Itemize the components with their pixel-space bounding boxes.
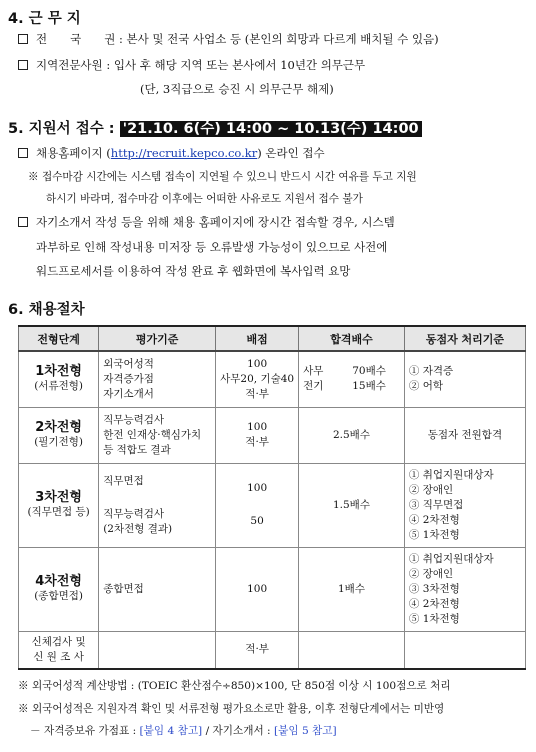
stage-sub: (서류전형) <box>34 380 83 393</box>
criteria-cell: 종합면접 <box>99 547 216 631</box>
stage-cell <box>19 463 99 547</box>
criteria-item: 등 적합도 결과 <box>103 443 171 456</box>
pass-cell <box>299 631 405 669</box>
stage-name: 4차전형 <box>35 574 82 589</box>
tie-cell <box>404 631 525 669</box>
homepage-suffix: ) 온라인 접수 <box>257 146 325 160</box>
attachment-4-ref: [붙임 4 참고] <box>139 725 203 737</box>
criteria-item: 자기소개서 <box>103 387 154 400</box>
pass-cell: 1.5배수 <box>299 463 405 547</box>
tie-cell <box>404 547 525 631</box>
pass-cell: 2.5배수 <box>299 407 405 463</box>
criteria-cell <box>99 351 216 407</box>
tie-item: ② 장애인 <box>408 567 454 580</box>
table-row <box>19 351 526 407</box>
workplace-label: 지역전문사원 <box>36 58 103 72</box>
tie-item: ② 어학 <box>408 380 443 393</box>
score-item: 적·부 <box>245 436 269 448</box>
attachment-5-ref: [붙임 5 참고] <box>273 725 337 737</box>
checkbox-square-icon <box>18 217 28 227</box>
workplace-note: (단, 3직급으로 승진 시 의무근무 해제) <box>140 82 334 96</box>
resume-notice-2: 과부하로 인해 작성내용 미저장 등 오류발생 가능성이 있으므로 사전에 <box>36 240 388 254</box>
workplace-nationwide <box>18 31 439 47</box>
workplace-regional <box>18 57 365 73</box>
homepage-line <box>18 145 325 161</box>
stage-name: 3차전형 <box>35 490 82 505</box>
workplace-label: 전 국 권 <box>36 32 116 46</box>
table-row <box>19 407 526 463</box>
note-attachments <box>30 723 337 738</box>
tie-item: ① 취업지원대상자 <box>408 468 494 481</box>
score-item: 100 <box>247 357 268 370</box>
stage-line: 신체검사 및 <box>31 635 86 648</box>
deadline-warning-2: 하시기 바라며, 접수마감 이후에는 어떠한 사유로도 지원서 접수 불가 <box>46 193 363 205</box>
score-item: 100 <box>247 482 268 494</box>
hiring-process-table <box>18 325 526 670</box>
pass-ratio: 70배수 <box>352 365 386 378</box>
tie-cell: 동점자 전원합격 <box>404 407 525 463</box>
score-item: 100 <box>247 421 268 433</box>
pass-cell <box>299 351 405 407</box>
criteria-cell <box>99 463 216 547</box>
note-language-usage: ※ 외국어성적은 지원자격 확인 및 서류전형 평가요소로만 활용, 이후 전형단계에서는 미반영 <box>18 703 445 715</box>
note-prefix: － 자격증보유 가점표 : <box>30 725 140 737</box>
score-item: 50 <box>250 515 264 527</box>
recruit-link[interactable]: http://recruit.kepco.co.kr <box>110 146 258 160</box>
score-cell <box>216 407 299 463</box>
header-criteria: 평가기준 <box>99 326 216 351</box>
homepage-label: 채용홈페이지 ( <box>36 146 111 160</box>
table-header-row <box>19 326 526 351</box>
stage-name: 1차전형 <box>35 364 82 380</box>
pass-track: 사무 <box>303 365 324 378</box>
header-pass: 합격배수 <box>299 326 405 351</box>
criteria-item: 외국어성적 <box>103 357 154 370</box>
criteria-item: (2차전형 결과) <box>103 522 173 535</box>
note-mid: / 자기소개서 : <box>202 725 274 737</box>
criteria-item: 한전 인재상·핵심가치 <box>103 428 202 441</box>
score-cell: 100 <box>216 547 299 631</box>
workplace-text: : 본사 및 전국 사업소 등 (본인의 희망과 다르게 배치될 수 있음) <box>118 32 439 46</box>
stage-cell <box>19 547 99 631</box>
pass-track: 전기 <box>303 380 324 393</box>
table-row <box>19 631 526 669</box>
table-row <box>19 547 526 631</box>
header-stage: 전형단계 <box>19 326 99 351</box>
tie-item: ③ 3차전형 <box>408 582 460 595</box>
tie-cell <box>404 463 525 547</box>
score-cell <box>216 351 299 407</box>
score-item: 적·부 <box>245 387 269 400</box>
score-cell: 적·부 <box>216 631 299 669</box>
criteria-cell <box>99 631 216 669</box>
tie-item: ③ 직무면접 <box>408 498 464 511</box>
criteria-item: 직무면접 <box>103 474 144 487</box>
header-tie: 동점자 처리기준 <box>404 326 525 351</box>
stage-sub: (직무면접 등) <box>27 506 90 518</box>
stage-name: 2차전형 <box>35 420 82 435</box>
criteria-item: 직무능력검사 <box>103 507 165 520</box>
stage-sub: (종합면접) <box>34 590 83 602</box>
resume-notice-3: 워드프로세서를 이용하여 작성 완료 후 웹화면에 복사입력 요망 <box>36 264 351 278</box>
stage-line: 신 원 조 사 <box>33 650 84 663</box>
score-item: 사무20, 기술40 <box>220 372 295 385</box>
checkbox-square-icon <box>18 60 28 70</box>
checkbox-square-icon <box>18 34 28 44</box>
note-language-calc: ※ 외국어성적 계산방법 : (TOEIC 환산점수÷850)×100, 단 850점 이상 시 100점으로 처리 <box>18 680 451 692</box>
section-4-title: 4. 근 무 지 <box>8 11 81 27</box>
tie-item: ⑤ 1차전형 <box>408 528 460 541</box>
pass-ratio: 15배수 <box>352 380 386 393</box>
stage-cell <box>19 351 99 407</box>
stage-cell <box>19 631 99 669</box>
section-5-title <box>8 117 422 138</box>
criteria-item: 직무능력검사 <box>103 413 165 426</box>
section-6-title: 6. 채용절차 <box>8 302 85 318</box>
checkbox-square-icon <box>18 148 28 158</box>
tie-item: ② 장애인 <box>408 483 454 496</box>
workplace-text: : 입사 후 해당 지역 또는 본사에서 10년간 의무근무 <box>106 58 366 72</box>
stage-cell <box>19 407 99 463</box>
tie-item: ④ 2차전형 <box>408 597 460 610</box>
tie-cell <box>404 351 525 407</box>
resume-notice-text: 자기소개서 작성 등을 위해 채용 홈페이지에 장시간 접속할 경우, 시스템 <box>36 215 395 229</box>
table-row <box>19 463 526 547</box>
resume-notice-1 <box>18 214 395 230</box>
tie-item: ④ 2차전형 <box>408 513 460 526</box>
stage-sub: (필기전형) <box>34 436 83 448</box>
application-period: '21.10. 6(수) 14:00 ~ 10.13(수) 14:00 <box>120 121 422 137</box>
deadline-warning-1: ※ 접수마감 시간에는 시스템 접속이 지연될 수 있으니 반드시 시간 여유를 두고 지원 <box>28 171 417 183</box>
section-5-label: 5. 지원서 접수 : <box>8 121 115 137</box>
criteria-cell <box>99 407 216 463</box>
pass-cell: 1배수 <box>299 547 405 631</box>
header-score: 배점 <box>216 326 299 351</box>
tie-item: ⑤ 1차전형 <box>408 612 460 625</box>
tie-item: ① 취업지원대상자 <box>408 552 494 565</box>
tie-item: ① 자격증 <box>408 365 454 378</box>
score-cell <box>216 463 299 547</box>
criteria-item: 자격증가점 <box>103 372 154 385</box>
